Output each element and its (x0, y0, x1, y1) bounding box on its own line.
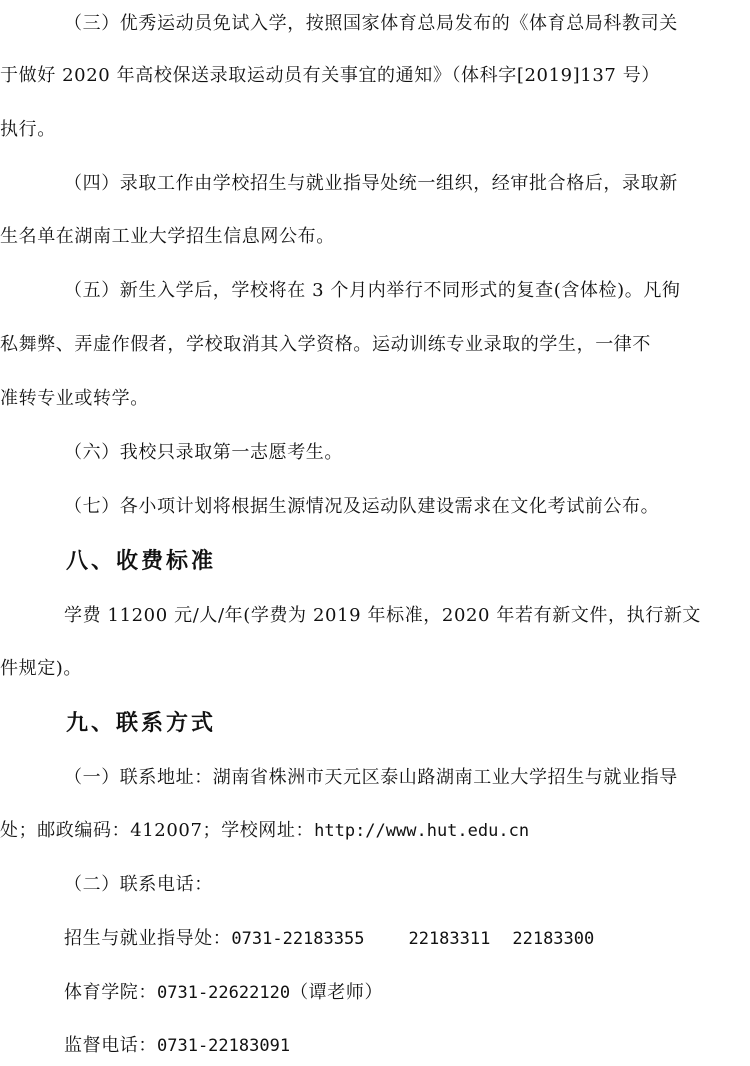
admissions-phone-3: 22183300 (512, 929, 595, 949)
address-line2 (0, 811, 750, 851)
address-line2-label: 处；邮政编码：412007；学校网址： (0, 820, 315, 841)
section9-heading: 九、联系方式 (66, 710, 217, 736)
sports-college-phone-line (0, 973, 750, 1013)
para4-line1: （四）录取工作由学校招生与就业指导处统一组织，经审批合格后，录取新 (64, 173, 678, 194)
sports-college-phone: 0731-22622120 (157, 983, 291, 1003)
supervision-label: 监督电话： (64, 1035, 157, 1056)
admissions-phone-line (0, 919, 750, 959)
para5-line3: 准转专业或转学。 (0, 388, 149, 409)
admissions-phone-1: 0731-22183355 (231, 929, 365, 949)
supervision-phone: 0731-22183091 (157, 1036, 291, 1056)
para5-line2: 私舞弊、弄虚作假者，学校取消其入学资格。运动训练专业录取的学生，一律不 (0, 334, 651, 355)
para3-line2: 于做好 2020 年高校保送录取运动员有关事宜的通知》（体科字[2019]137 号） (0, 65, 660, 86)
phone-heading: （二）联系电话： (64, 874, 213, 895)
admissions-phone-2: 22183311 (408, 929, 491, 949)
para5-line1: （五）新生入学后，学校将在 3 个月内举行不同形式的复查(含体检)。凡徇 (64, 280, 681, 301)
address-line1: （一）联系地址：湖南省株洲市天元区泰山路湖南工业大学招生与就业指导 (64, 767, 678, 788)
para4-line2: 生名单在湖南工业大学招生信息网公布。 (0, 226, 335, 247)
sports-college-note: （谭老师） (290, 982, 384, 1003)
sports-college-label: 体育学院： (64, 982, 157, 1003)
para3-line1: （三）优秀运动员免试入学，按照国家体育总局发布的《体育总局科教司关 (64, 13, 678, 34)
para7: （七）各小项计划将根据生源情况及运动队建设需求在文化考试前公布。 (64, 496, 660, 517)
para6: （六）我校只录取第一志愿考生。 (64, 442, 343, 463)
para3-line3: 执行。 (0, 119, 56, 140)
fee-line2: 件规定)。 (0, 658, 83, 679)
supervision-phone-line (0, 1026, 750, 1066)
website-link[interactable]: http://www.hut.edu.cn (314, 821, 530, 841)
section8-heading: 八、收费标准 (66, 548, 217, 574)
fee-line1: 学费 11200 元/人/年(学费为 2019 年标准，2020 年若有新文件，执行新文 (64, 605, 702, 626)
admissions-label: 招生与就业指导处： (64, 928, 232, 949)
